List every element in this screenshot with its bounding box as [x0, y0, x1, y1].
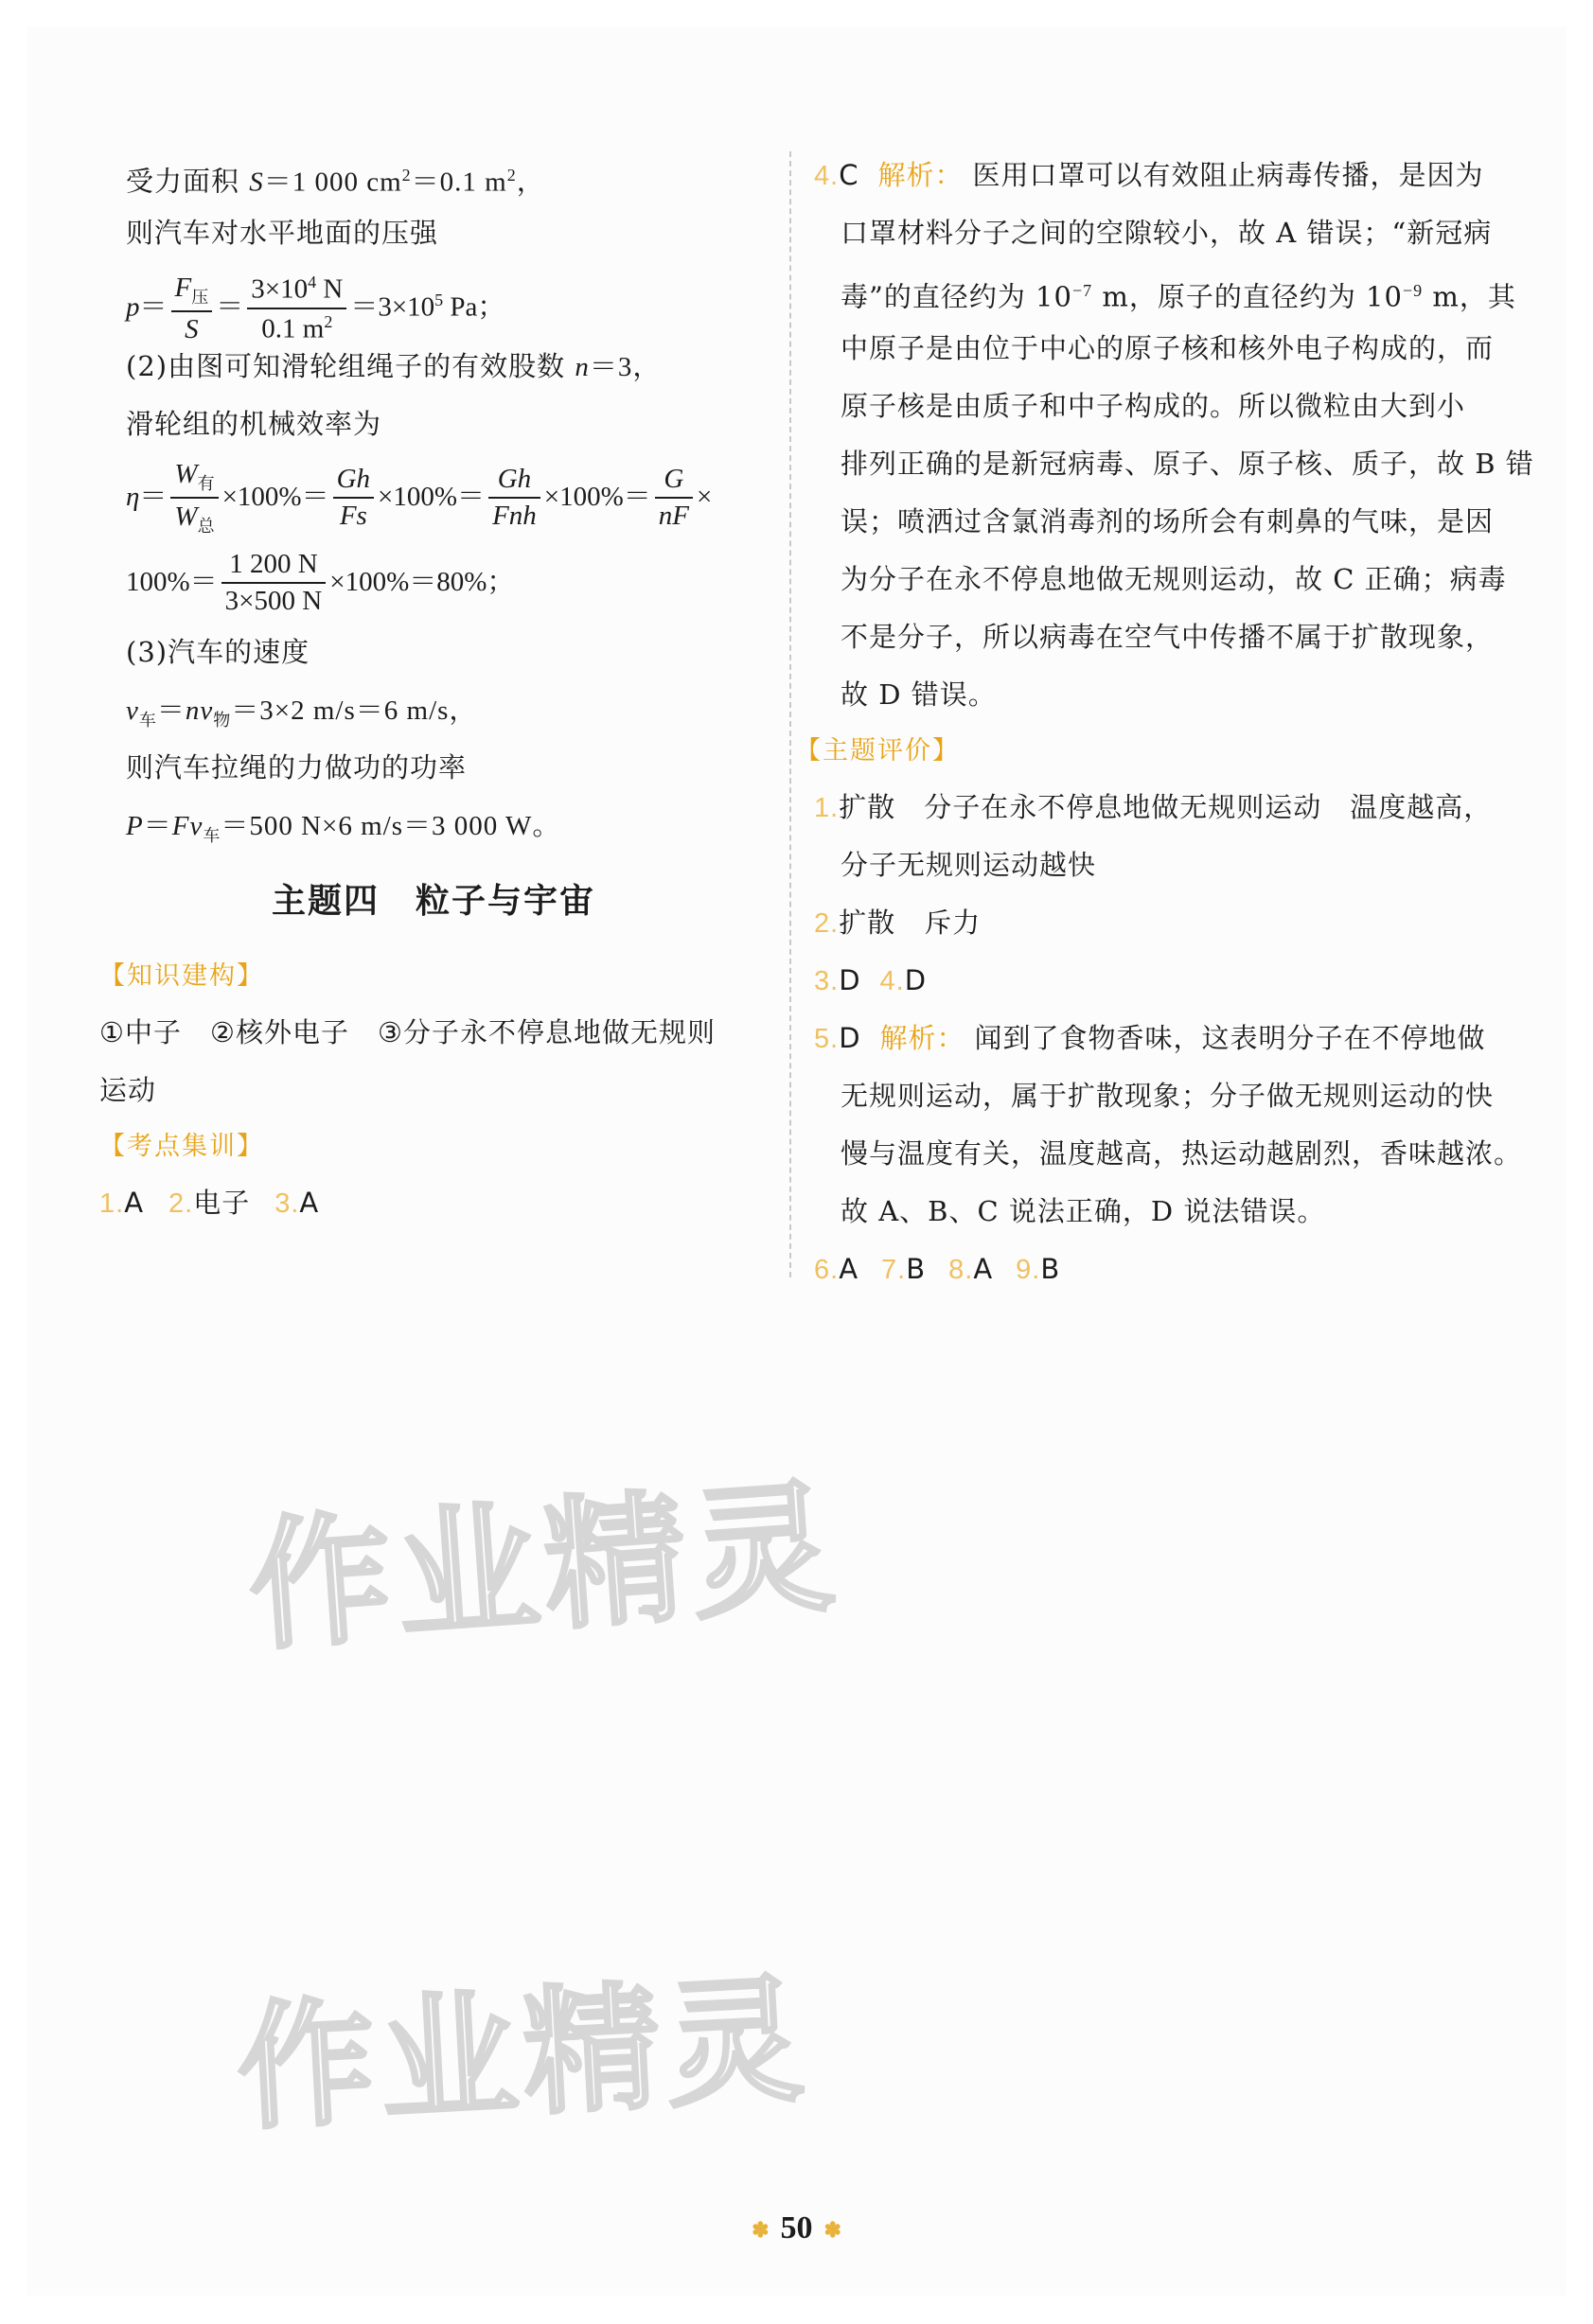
q4-line-8: 为分子在永不停息地做无规则运动，故 C 正确；病毒 [841, 563, 1507, 595]
practice-answers: 1.A 2.电子 3.A [99, 1187, 320, 1219]
fraction-work: $\frac{W_有}{W_总}$ [170, 460, 218, 536]
line-area: 受力面积 S＝1 000 $cm^2=0.1$ $m^2$， [126, 165, 545, 198]
eval-1-line-2: 分子无规则运动越快 [841, 849, 1097, 881]
q4-line-5: 原子核是由质子和中子构成的。所以微粒由大到小 [841, 390, 1466, 422]
line-power-intro: 则汽车拉绳的力做功的功率 [126, 751, 468, 783]
right-column [795, 147, 1534, 1298]
q4-line-3: 毒”的直径约为 $10^{-7}$ m，原子的直径约为 $10^{-9}$ m，其 [841, 280, 1516, 313]
analysis-label-2: 解析： [879, 1022, 965, 1054]
tag-knowledge: 【知识建构】 [99, 961, 264, 991]
fraction-force-over-area: $\frac{3\times 10^4 N}{0.1 m^2}$ [247, 273, 346, 343]
fraction-g-nf: $\frac{G}{nF}$ [655, 466, 693, 530]
eval-5-line-2: 无规则运动，属于扩散现象；分子做无规则运动的快 [841, 1080, 1495, 1112]
line-velocity-intro: (3)汽车的速度 [126, 636, 310, 668]
knowledge-line-1: ①中子 ②核外电子 ③分子永不停息地做无规则 [99, 1016, 716, 1048]
line-rope-count: (2)由图可知滑轮组绳子的有效股数 n＝3， [126, 350, 662, 382]
equation-efficiency: η＝ $\frac{W_有}{W_总}$ ×100%＝ $\frac{Gh}{Fs}$ ×100%＝ $\frac{Gh}{\text{Fnh}}$ ×100%＝ $\frac{G}{nF}$ × [126, 459, 713, 537]
q4-line-2: 口罩材料分子之间的空隙较小，故 A 错误；“新冠病 [841, 217, 1493, 249]
q4-line-7: 误；喷洒过含氯消毒剂的场所会有刺鼻的气味，是因 [841, 505, 1495, 537]
line-pressure-intro: 则汽车对水平地面的压强 [126, 217, 439, 249]
equation-pressure: p＝ $\frac{F_压}{S}$ ＝ $\frac{3\times 10^4 N}{0.1 m^2}$ $=3\times 10^5$ Pa； [126, 272, 505, 344]
knowledge-line-2: 运动 [99, 1074, 157, 1106]
q4-line-9: 不是分子，所以病毒在空气中传播不属于扩散现象， [841, 621, 1495, 653]
q4-line-1: 4.C 解析： 医用口罩可以有效阻止病毒传播，是因为 [814, 159, 1484, 191]
q4-line-4: 中原子是由位于中心的原子核和核外电子构成的，而 [841, 332, 1495, 364]
analysis-label: 解析： [877, 159, 964, 191]
column-divider [789, 151, 791, 1277]
line-efficiency-intro: 滑轮组的机械效率为 [126, 408, 382, 440]
left-column [99, 147, 770, 1232]
eval-5-line-3: 慢与温度有关，温度越高，热运动越剧烈，香味越浓。 [841, 1137, 1523, 1170]
section-title: 主题四 粒子与宇宙 [271, 882, 595, 921]
eval-3-4: 3.D 4.D [814, 964, 928, 996]
eval-2: 2.扩散 斥力 [814, 907, 982, 939]
line-velocity: $v_车=nv_物=3\times 2$ m/s＝6 m/s， [126, 695, 478, 731]
eval-6-9: 6.A 7.B 8.A 9.B [814, 1253, 1061, 1285]
q4-line-6: 排列正确的是新冠病毒、原子、原子核、质子，故 B 错 [841, 448, 1534, 480]
left-ornament-icon: ✽ [752, 2218, 770, 2243]
watermark-logo-2: 作业精灵 [233, 1960, 813, 2150]
eval-5-line-1: 5.D 解析： 闻到了食物香味，这表明分子在不停地做 [814, 1022, 1486, 1054]
fraction-load-over-effort: $\frac{1 200 N}{3\times 500 N}$ [221, 551, 327, 615]
page-number: ✽ 50 ✽ [752, 2210, 841, 2245]
fraction-f-over-s: $\frac{F_压}{S}$ [171, 273, 213, 343]
fraction-gh-fs: $\frac{Gh}{Fs}$ [333, 466, 374, 530]
tag-evaluation: 【主题评价】 [795, 736, 960, 766]
tag-practice: 【考点集训】 [99, 1132, 264, 1161]
line-power: $P=Fv_车=500$ N×6 m/s＝3 000 W。 [126, 811, 561, 846]
watermark-logo-1: 作业精灵 [243, 1465, 845, 1671]
eval-5-line-4: 故 A、B、C 说法正确，D 说法错误。 [841, 1195, 1326, 1227]
fraction-gh-fnh: $\frac{Gh}{\text{Fnh}}$ [488, 466, 540, 530]
eval-1-line-1: 1.扩散 分子在永不停息地做无规则运动 温度越高， [814, 791, 1493, 823]
equation-efficiency-result: 100%＝ $\frac{1 200 N}{3\times 500 N}$ ×100%＝80%； [126, 549, 515, 616]
right-ornament-icon: ✽ [823, 2218, 841, 2243]
q4-line-10: 故 D 错误。 [841, 678, 997, 711]
